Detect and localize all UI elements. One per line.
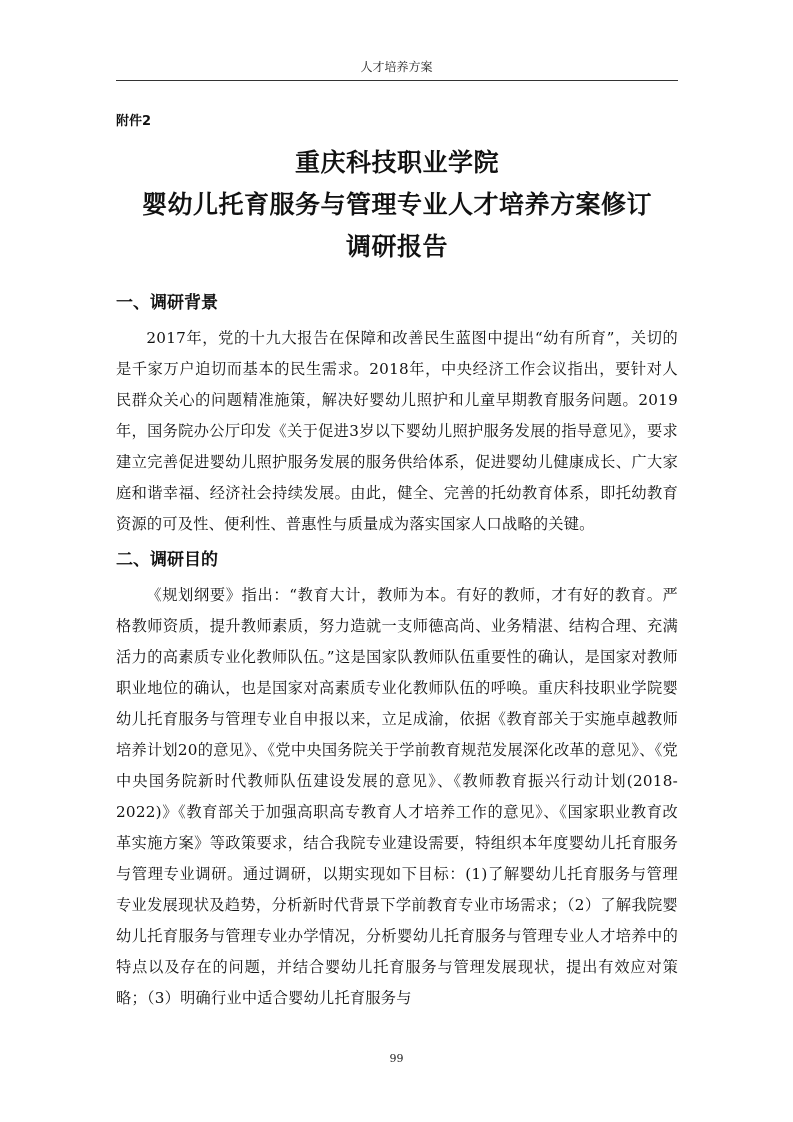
running-header: 人才培养方案	[360, 60, 433, 74]
document-title	[116, 142, 678, 268]
page-number: 99	[389, 1052, 404, 1065]
section-heading: 二、调研目的	[116, 550, 218, 570]
document-body	[116, 283, 678, 1014]
section-purpose	[116, 540, 678, 1014]
title-line-report: 调研报告	[345, 232, 448, 261]
paragraph: 《规划纲要》指出：“教育大计，教师为本。有好的教师，才有好的教育。严格教师资质，提升教师素质，努力造就一支师德高尚、业务精湛、结构合理、充满活力的高素质专业化教师队伍。”这是国家队教师队伍重要性的确认，是国家对教师职业地位的确认，也是国家对高素质专业化教师队伍的呼唤。重庆科技职业学院婴幼儿托育服务与管理专业自申报以来，立足成渝，依据《教育部关于实施卓越教师培养计划20的意见》、《党中央国务院关于学前教育规范发展深化改革的意见》、《党中央国务院新时代教师队伍建设发展的意见》、《教师教育振兴行动计划(2018-2022)》《教育部关于加强高职高专教育人才培养工作的意见》、《国家职业教育改革实施方案》等政策要求，结合我院专业建设需要，特组织本年度婴幼儿托育服务与管理专业调研。通过调研，以期实现如下目标：(1)了解婴幼儿托育服务与管理专业发展现状及趋势，分析新时代背景下学前教育专业市场需求；（2）了解我院婴幼儿托育服务与管理专业办学情况，分析婴幼儿托育服务与管理专业人才培养中的特点以及存在的问题，并结合婴幼儿托育服务与管理发展现状，提出有效应对策略；（3）明确行业中适合婴幼儿托育服务与	[116, 586, 678, 1007]
paragraph: 2017年，党的十九大报告在保障和改善民生蓝图中提出“幼有所育”，关切的是千家万户迫切而基本的民生需求。2018年，中央经济工作会议指出，要针对人民群众关心的问题精准施策，解决好婴幼儿照护和儿童早期教育服务问题。2019年，国务院办公厅印发《关于促进3岁以下婴幼儿照护服务发展的指导意见》，要求建立完善促进婴幼儿照护服务发展的服务供给体系，促进婴幼儿健康成长、广大家庭和谐幸福、经济社会持续发展。由此，健全、完善的托幼教育体系，即托幼教育资源的可及性、便利性、普惠性与质量成为落实国家人口战略的关键。	[116, 329, 678, 533]
section-heading: 一、调研背景	[116, 293, 218, 313]
title-line-institution: 重庆科技职业学院	[294, 148, 499, 177]
section-background	[116, 283, 678, 540]
title-line-subject: 婴幼儿托育服务与管理专业人才培养方案修订	[141, 190, 652, 219]
header-rule	[116, 80, 678, 81]
attachment-label: 附件2	[116, 114, 152, 129]
